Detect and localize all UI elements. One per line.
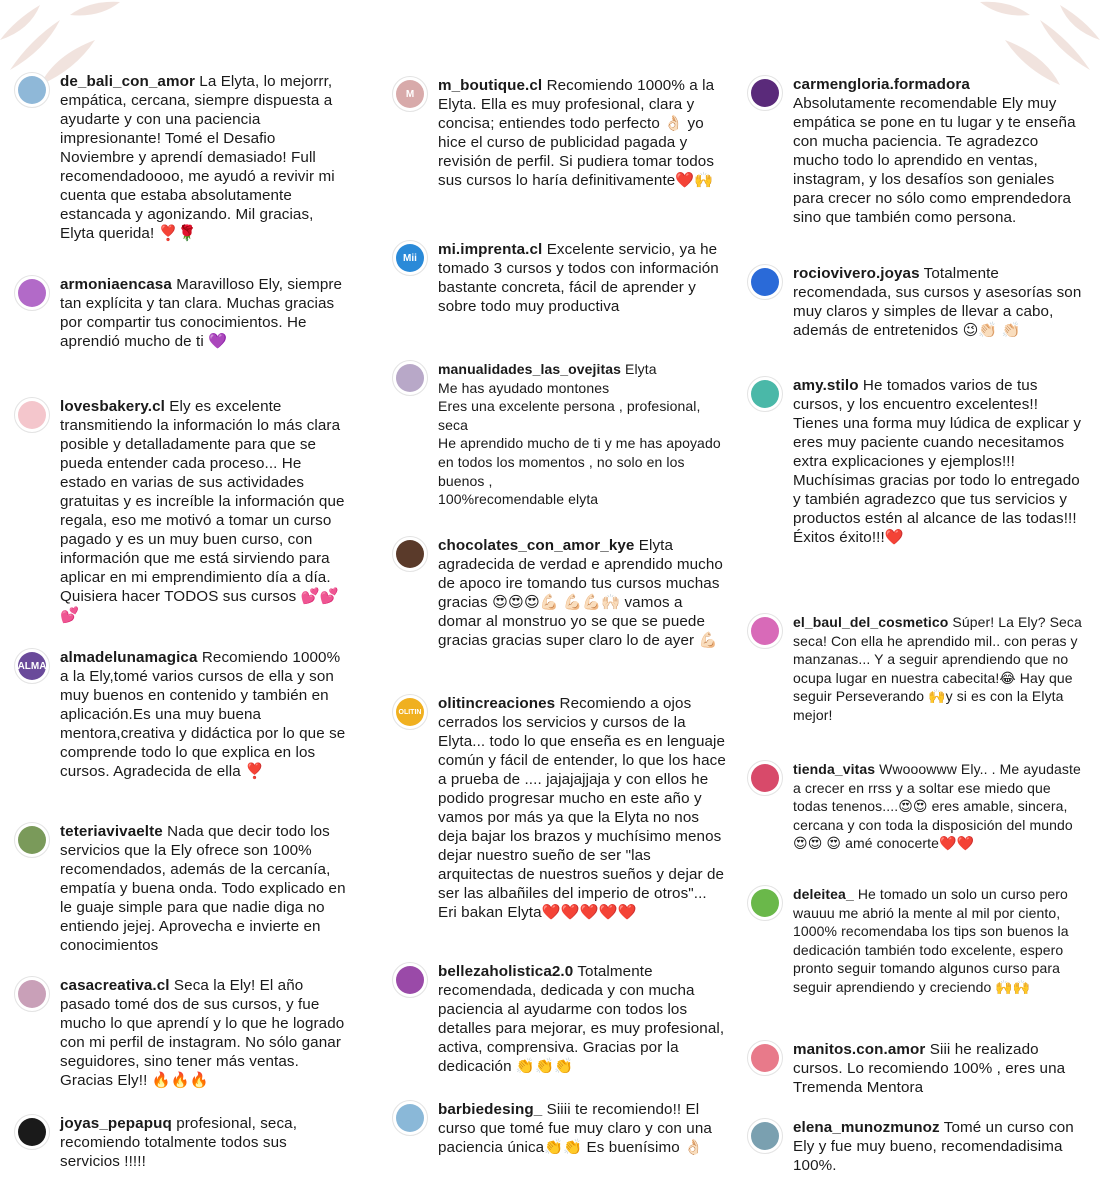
comment-text: He tomados varios de tus cursos, y los encuentro excelentes!! Tienes una forma muy lúdica de explicar y eres muy paciente cuando necesitamos extra explicaciones y ejemplos!!! Muchísimas gracias por todo lo entregado y también agradezco que tus servicios y productos estén al alcance de las todas!!! Éxitos éxito!!!❤️ [793,377,1082,546]
comment-text: Wwooowww Ely.. . Me ayudaste a crecer en rrss y a soltar ese miedo que todas tenenos....😍😍 eres amable, sincera, cercana y con toda la disposición del mundo😍😍 😍 amé conocerte❤️❤️ [793,761,1081,852]
comment-text: Recomiendo 1000% a la Elyta. Ella es muy profesional, clara y concisa; entiendes todo perfecto 👌🏻 yo hice el curso de publicidad pagada y revisión de perfil. Si pudiera tomar todos sus cursos lo haría definitivamente❤️🙌 [438,77,715,189]
comment-text: Nada que decir todo los servicios que la Ely ofrece son 100% recomendados, además de la cercanía, empatía y buena onda. Todo explicado en le guaje simple para que nadie diga no entiendo jejej. Aprovecha e invierte en conocimientos [60,823,346,954]
de-bali-logo-icon[interactable] [14,72,50,108]
comment-username[interactable]: armoniaencasa [60,276,172,293]
lotus-logo-icon[interactable] [14,275,50,311]
comment-username[interactable]: joyas_pepapuq [60,1115,172,1132]
comment-text: He tomado un solo un curso pero wauuu me abrió la mente al mil por ciento, 1000% recomendaba los tips son buenos la dedicación también todo excelente, espero pronto seguir tomando algunos curso para seguir aprendiendo y creciendo 🙌🙌 [793,886,1069,995]
comment-text: Siii he realizado cursos. Lo recomiendo 100% , eres una Tremenda Mentora [793,1041,1066,1096]
comment-username[interactable]: de_bali_con_amor [60,73,195,90]
person-photo-icon[interactable] [392,1100,428,1136]
comment-text: Recomiendo 1000% a la Ely,tomé varios cursos de ella y son muy buenos en contenido y también en aplicación.Es una muy buena mentora,creativa y didáctica por lo que se comprende todo lo que explica en los cursos. Agradecida de ella ❣️ [60,649,346,780]
comment-username[interactable]: tienda_vitas [793,761,876,777]
comment-text: Maravilloso Ely, siempre tan explícita y tan clara. Muchas gracias por compartir tus conocimientos. He aprendió mucho de ti 💜 [60,276,343,350]
moon-logo-icon[interactable]: ALMA [14,648,50,684]
comment-username[interactable]: lovesbakery.cl [60,398,165,415]
comment-username[interactable]: manitos.con.amor [793,1041,926,1058]
comment-text: Excelente servicio, ya he tomado 3 cursos y todos con información bastante concreta, fácil de aprender y sobre todo muy productiva [438,241,719,315]
comment-text: Súper! La Ely? Seca seca! Con ella he aprendido mil.. con peras y manzanas... Y a seguir aprendiendo que no ocupa lugar en nuestra cabecita!😂 Hay que seguir Perseverando 🙌y si es con la Elyta mejor! [793,614,1082,723]
lotus-logo-icon[interactable] [747,75,783,111]
comment-username[interactable]: bellezaholistica2.0 [438,963,574,980]
comment-username[interactable]: olitincreaciones [438,695,556,712]
sheep-logo-icon[interactable] [392,360,428,396]
jewelry-logo-icon[interactable] [14,1114,50,1150]
comment-text: Siiii te recomiendo!! El curso que tomé fue muy claro y con una paciencia única👏👏 Es buenísimo 👌🏻 [438,1101,712,1156]
comment-username[interactable]: elena_munozmunoz [793,1119,940,1136]
comment-text: La Elyta, lo mejorrr, empática, cercana, siempre dispuesta a ayudarte y con una paciencia impresionante! Tomé el Desafio Noviembre y aprendí demasiado! Full recomendadoooo, me ayudó a revivir mi cuenta que estaba absolutamente estancada y agonizando. Mil gracias, Elyta querida! ❣️🌹 [60,73,335,242]
comment-text: Tomé un curso con Ely y fue muy bueno, recomendadisima 100%. [793,1119,1074,1174]
comment-username[interactable]: teteriavivaelte [60,823,163,840]
comment-username[interactable]: el_baul_del_cosmetico [793,614,949,630]
comment-username[interactable]: amy.stilo [793,377,859,394]
comment-text: Elyta agradecida de verdad e aprendido mucho de apoco ire tomando tus cursos muchas gracias 😍😍😍💪🏻 💪🏻💪🏻🙌🏻 vamos a domar al monstruo yo se que se puede gracias gracias super claro lo de ayer 💪🏻 [438,537,723,649]
hands-logo-icon[interactable] [747,1040,783,1076]
person-photo-icon[interactable] [14,976,50,1012]
comment-username[interactable]: manualidades_las_ovejitas [438,361,622,377]
comment-text: Seca la Ely! El año pasado tomé dos de sus cursos, y fue mucho lo que aprendí y lo que he logrado con mi perfil de instagram. No sólo ganar seguidores, sino tener más ventas. Gracias Ely!! 🔥🔥🔥 [60,977,345,1089]
comment-username[interactable]: carmengloria.formadora [793,76,970,93]
bakery-logo-icon[interactable] [14,397,50,433]
comment-username[interactable]: rociovivero.joyas [793,265,920,282]
butterfly-logo-icon[interactable] [747,264,783,300]
comment-text: Totalmente recomendada, sus cursos y asesorías son muy claros y simples de llevar a cabo, además de entretenidos 😉👏🏻 👏🏻 [793,265,1082,339]
stilo-logo-icon[interactable] [747,376,783,412]
boutique-logo-icon[interactable]: M [392,76,428,112]
comment-text: Elyta Me has ayudado montones Eres una excelente persona , profesional, seca He aprendido mucho de ti y me has apoyado en todos los momentos , no solo en los buenos , 100%recomendable elyta [438,361,721,508]
tea-tree-logo-icon[interactable] [14,822,50,858]
comment-username[interactable]: mi.imprenta.cl [438,241,543,258]
comment-username[interactable]: chocolates_con_amor_kye [438,537,635,554]
comment-text: Ely es excelente transmitiendo la información lo más clara posible y detalladamente para que se pueda entender cada proceso... He estado en varias de sus actividades gratuitas y es increíble la información que regala, eso me motivó a tomar un curso pagado y es un muy buen curso, con información que me está sirviendo para aplicar en mi emprendimiento día a día. Quisiera hacer TODOS sus cursos 💕💕💕 [60,398,345,624]
comment-username[interactable]: m_boutique.cl [438,77,543,94]
comment-text: Recomiendo a ojos cerrados los servicios y cursos de la Elyta... todo lo que enseña es en lenguaje común y fácil de entender, lo que los hace a prueba de .... jajajajjaja y con ellos he podido progresar mucho en este año y vamos por más ya que la Elyta no nos deja bajar los brazos y muchísimo menos dejar nuestro sueño de ser "las arquitectas de nuestros sueños y dejar de ser las albañiles del imperio de otros"... Eri bakan Elyta❤️❤️❤️❤️❤️ [438,695,726,921]
comment-username[interactable]: deleitea_ [793,886,854,902]
vitas-logo-icon[interactable] [747,760,783,796]
comment-username[interactable]: almadelunamagica [60,649,198,666]
comment-text: Absolutamente recomendable Ely muy empática se pone en tu lugar y te enseña con mucha paciencia. Te agradezco mucho todo lo aprendido en ventas, instagram, y los desafíos son geniales para crecer no sólo como emprendedora sino que también como persona. [793,95,1076,226]
cosmetic-logo-icon[interactable] [747,613,783,649]
comment-username[interactable]: casacreativa.cl [60,977,170,994]
comment-username[interactable]: barbiedesing_ [438,1101,543,1118]
lotus-logo-icon[interactable] [392,962,428,998]
olitin-logo-icon[interactable]: OLITIN [392,694,428,730]
chocolate-logo-icon[interactable] [392,536,428,572]
leaf-logo-icon[interactable] [747,885,783,921]
comment-text: profesional, seca, recomiendo totalmente todos sus servicios !!!!! [60,1115,298,1170]
comment-text: Totalmente recomendada, dedicada y con mucha paciencia al ayudarme con todos los detalles para mejorar, es muy profesional, activa, comprensiva. Gracias por la dedicación 👏👏👏 [438,963,725,1075]
print-logo-icon[interactable]: Mii [392,240,428,276]
person-photo-icon[interactable] [747,1118,783,1154]
